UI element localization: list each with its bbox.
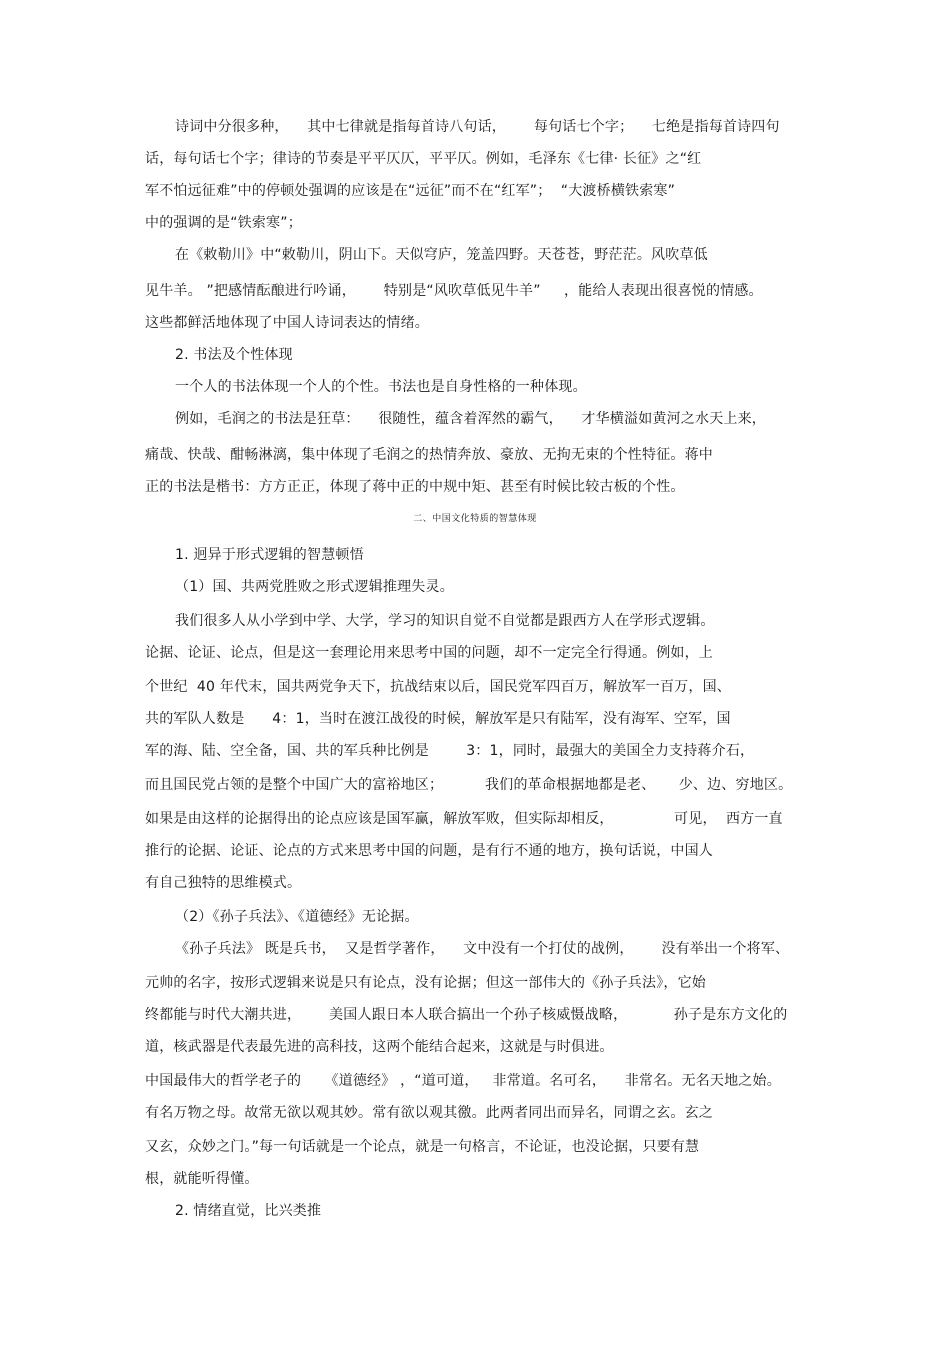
section-subheading: 1. 迥异于形式逻辑的智慧顿悟 (175, 547, 364, 563)
section-heading: 二、中国文化特质的智慧体现 (413, 514, 537, 524)
paragraph-line: 终都能与时代大潮共进， 美国人跟日本人联合搞出一个孙子核威慑战略， 孙子是东方文化的 (145, 1007, 788, 1023)
paragraph-line: 话，每句话七个字；律诗的节奏是平平仄仄，平平仄。例如，毛泽东《七律· 长征》之“红 (145, 151, 702, 167)
paragraph-line: 而且国民党占领的是整个中国广大的富裕地区； 我们的革命根据地都是老、 少、边、穷地区。 (145, 777, 793, 793)
paragraph-line: 根，就能听得懂。 (145, 1171, 259, 1187)
paragraph-line: 道，核武器是代表最先进的高科技，这两个能结合起来，这就是与时俱进。 (145, 1039, 614, 1055)
paragraph-line: 在《敕勒川》中“敕勒川，阴山下。天似穹庐，笼盖四野。天苍苍，野茫茫。风吹草低 (175, 247, 708, 263)
paragraph-line: 正的书法是楷书：方方正正，体现了蒋中正的中规中矩、甚至有时候比较古板的个性。 (145, 479, 685, 495)
paragraph-line: 这些都鲜活地体现了中国人诗词表达的情绪。 (145, 315, 429, 331)
paragraph-line: 军的海、陆、空全备，国、共的军兵种比例是 3：1，同时，最强大的美国全力支持蒋介石， (145, 743, 755, 759)
paragraph-line: 论据、论证、论点，但是这一套理论用来思考中国的问题，却不一定完全行得通。例如，上 (145, 645, 713, 661)
paragraph-line: 如果是由这样的论据得出的论点应该是国军赢，解放军败，但实际却相反， 可见， 西方一直 (145, 811, 783, 827)
paragraph-line: 中的强调的是“铁索寒”； (145, 215, 302, 231)
paragraph-line: 见牛羊。 ”把感情酝酿进行吟诵， 特别是“风吹草低见牛羊” ，能给人表现出很喜悦的情感。 (145, 283, 763, 299)
paragraph-line: 又玄，众妙之门。”每一句话就是一个论点，就是一句格言，不论证，也没论据，只要有慧 (145, 1139, 700, 1155)
paragraph-line: 例如，毛润之的书法是狂草： 很随性，蕴含着浑然的霸气， 才华横溢如黄河之水天上来， (175, 411, 766, 427)
paragraph-line: 中国最伟大的哲学老子的 《道德经》 ，“道可道， 非常道。名可名， 非常名。无名天地之始。 (145, 1073, 781, 1089)
paragraph-line: 《孙子兵法》 既是兵书， 又是哲学著作， 文中没有一个打仗的战例， 没有举出一个将军、 (175, 941, 790, 957)
paragraph-line: 个世纪 40 年代末，国共两党争天下，抗战结束以后，国民党军四百万，解放军一百万，国、 (145, 679, 731, 695)
paragraph-line: 推行的论据、论证、论点的方式来思考中国的问题，是有行不通的地方，换句话说，中国人 (145, 843, 713, 859)
paragraph-line: 共的军队人数是 4：1，当时在渡江战役的时候，解放军是只有陆军，没有海军、空军，国 (145, 711, 731, 727)
paragraph-line: 我们很多人从小学到中学、大学，学习的知识自觉不自觉都是跟西方人在学形式逻辑。 (175, 613, 715, 629)
paragraph-line: 诗词中分很多种， 其中七律就是指每首诗八句话， 每句话七个字； 七绝是指每首诗四句 (175, 119, 780, 135)
paragraph-line: 元帅的名字，按形式逻辑来说是只有论点，没有论据；但这一部伟大的《孙子兵法》，它始 (145, 975, 706, 991)
paragraph-line: 军不怕远征难”中的停顿处强调的应该是在“远征”而不在“红军”； “大渡桥横铁索寒” (145, 183, 676, 199)
section-subheading: （2）《孙子兵法》、《道德经》无论据。 (175, 909, 419, 925)
section-subheading: 2. 情绪直觉，比兴类推 (175, 1203, 322, 1219)
paragraph-line: 有名万物之母。故常无欲以观其妙。常有欲以观其徼。此两者同出而异名，同谓之玄。玄之 (145, 1105, 713, 1121)
paragraph-line: 有自己独特的思维模式。 (145, 875, 302, 891)
section-subheading: 2. 书法及个性体现 (175, 347, 293, 363)
paragraph-line: 痛哉、快哉、酣畅淋漓，集中体现了毛润之的热情奔放、豪放、无拘无束的个性特征。蒋中 (145, 447, 713, 463)
paragraph-line: 一个人的书法体现一个人的个性。书法也是自身性格的一种体现。 (175, 379, 587, 395)
section-subheading: （1）国、共两党胜败之形式逻辑推理失灵。 (175, 579, 454, 595)
